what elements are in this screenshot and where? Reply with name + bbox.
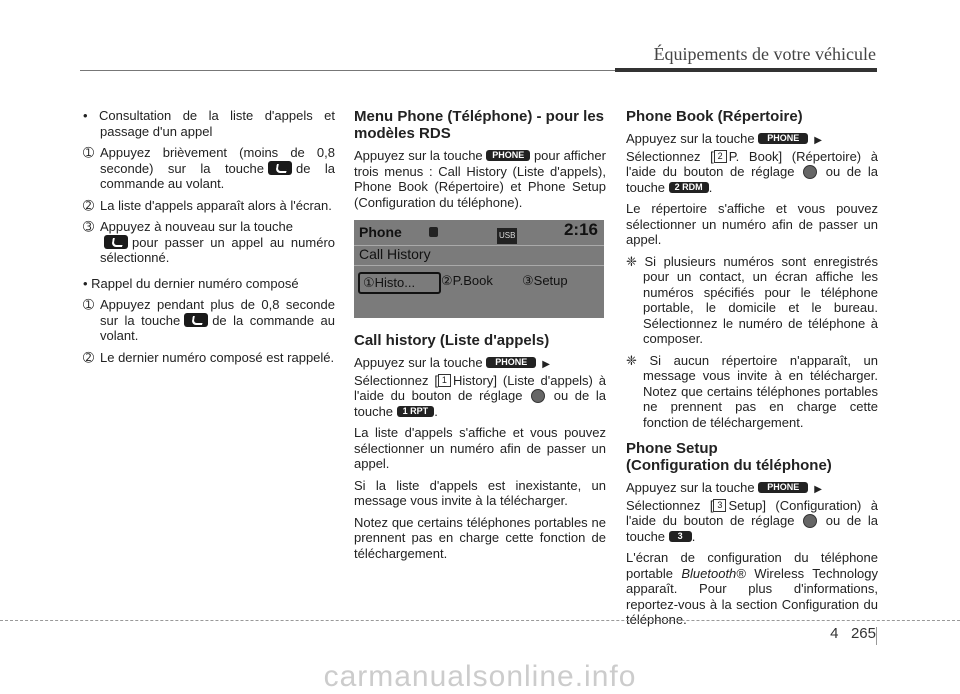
screen-title: Phone (359, 224, 402, 240)
call-history-p4: Si la liste d'appels est inexistante, un message vous invite à la télécharger. (354, 477, 606, 509)
step-number: ➀ (83, 297, 94, 313)
step-2a (83, 297, 335, 344)
phone-setup-steps: Appuyez sur la touche PHONE ▶ Sélectionnez [ 3 Setup] (Configuration) à l'aide du bouton de réglage ou de la touche 3 . (626, 480, 878, 544)
heading-line: (Configuration du téléphone) (626, 457, 832, 475)
header-rule (615, 68, 877, 72)
call-button-icon (104, 235, 128, 249)
step-text: de la commande au volant. (100, 312, 335, 344)
arrow-icon: ▶ (542, 359, 550, 370)
key-3-button-icon: 3 (669, 531, 692, 542)
heading-line: Phone Setup (626, 440, 718, 458)
step-text: Appuyez brièvement (moins de 0,8 seconde) sur la touche (100, 145, 335, 176)
text: Wireless Technology apparaît. Pour plus d'informations, reportez-vous à la section Configuration du téléphone. (626, 565, 878, 628)
text: Sélectionnez [ (626, 497, 714, 513)
text: Appuyez sur la touche (626, 480, 755, 496)
phone-button-icon: PHONE (486, 150, 530, 161)
header-title: Équipements de votre véhicule (653, 44, 876, 64)
step-number: ➁ (83, 197, 94, 213)
screen-menu-setup: ③Setup (522, 273, 568, 288)
tune-knob-icon (803, 514, 817, 528)
phone-book-p2: Le répertoire s'affiche et vous pouvez sélectionner un numéro afin de passer un appel. (626, 201, 878, 248)
text: pour afficher trois menus : Call History (Liste d'appels), Phone Book (Répertoire) et Phone Setup (Configuration du téléphone). (354, 148, 606, 210)
step-1c (83, 219, 335, 266)
page-number-divider (876, 627, 877, 645)
screen-menu-history: ①Histo... (358, 272, 441, 294)
display-screenshot (354, 220, 604, 318)
section-heading-phone-menu: Menu Phone (Téléphone) - pour les modèles RDS (354, 108, 605, 142)
text: Appuyez sur la touche (354, 148, 483, 163)
text: Sélectionnez [ (626, 148, 714, 164)
step-number: ➂ (83, 219, 94, 235)
call-history-p3: La liste d'appels s'affiche et vous pouvez sélectionner un numéro afin de passer un appel. (354, 425, 606, 472)
screen-clock: 2:16 (563, 220, 598, 239)
chapter-number: 4 (830, 625, 839, 642)
number-3-icon: 3 (713, 499, 726, 512)
footer-rule (0, 620, 960, 622)
column-3 (626, 108, 878, 634)
phone-book-steps: Appuyez sur la touche PHONE ▶ Sélectionnez [ 2 P. Book] (Répertoire) à l'aide du bouton de réglage ou de la touche 2 RDM . (626, 131, 878, 195)
text: ou de la touche (626, 513, 878, 544)
screen-divider (354, 265, 604, 266)
tune-knob-icon (803, 165, 817, 179)
phone-book-note-1: ❈ Si plusieurs numéros sont enregistrés pour un contact, un écran affiche les numéros spécifiés pour le téléphone portable, le domicile et le bureau. Sélectionnez le numéro de téléphone à composer. (626, 253, 878, 347)
step-2b (83, 350, 335, 366)
section-heading-call-history: Call history (Liste d'appels) (354, 332, 550, 349)
number-1-icon: 1 (438, 374, 451, 387)
phone-menu-paragraph (354, 148, 606, 210)
phone-button-icon: PHONE (486, 357, 536, 368)
page-number-value: 265 (850, 625, 876, 642)
step-text: pour passer un appel au numéro sélectionné. (100, 234, 335, 266)
column-2 (354, 108, 606, 567)
text: ou de la touche (626, 164, 878, 195)
phone-setup-p4 (626, 550, 878, 628)
call-button-icon (268, 161, 292, 175)
rpt-button-icon: 1 RPT (397, 406, 435, 417)
bullet-redial: • Rappel du dernier numéro composé (83, 275, 299, 291)
arrow-icon: ▶ (814, 484, 822, 496)
step-text: Appuyez pendant plus de 0,8 seconde sur la touche (100, 297, 335, 328)
screen-subtitle: Call History (359, 246, 431, 262)
watermark: carmanualsonline.info (323, 660, 637, 693)
text: Appuyez sur la touche (354, 355, 483, 370)
text: ou de la touche (354, 388, 606, 419)
phone-button-icon: PHONE (758, 482, 808, 493)
call-history-p5: Notez que certains téléphones portables ne prennent pas en charge cette fonction de téléchargement. (354, 514, 606, 561)
header-rule-thin (80, 70, 615, 71)
phone-book-note-2: ❈ Si aucun répertoire n'apparaît, un message vous invite à en télécharger. Notez que certains téléphones portables ne prennent pas en charge cette fonction de téléchargement. (626, 352, 878, 430)
bluetooth-icon (429, 227, 438, 237)
bullet-call-history: • Consultation de la liste d'appels et passage d'un appel (83, 108, 335, 139)
phone-button-icon: PHONE (758, 133, 808, 144)
page-number (830, 625, 876, 642)
text: Sélectionnez [ (354, 372, 438, 388)
step-number: ➁ (83, 349, 94, 365)
usb-icon: USB (497, 228, 517, 244)
text: Appuyez sur la touche (626, 131, 755, 146)
column-1 (83, 108, 335, 371)
text: History] (Liste d'appels) à l'aide du bouton de réglage (354, 372, 606, 403)
section-heading-phone-book: Phone Book (Répertoire) (626, 108, 803, 125)
step-number: ➀ (83, 145, 94, 160)
bluetooth-trademark: Bluetooth® (681, 565, 746, 581)
call-history-steps: Appuyez sur la touche PHONE ▶ Sélectionnez [ 1 History] (Liste d'appels) à l'aide du bouton de réglage ou de la touche 1 RPT . (354, 355, 606, 419)
rdm-button-icon: 2 RDM (669, 182, 709, 193)
screen-menu-phonebook: ②P.Book (441, 273, 493, 288)
step-text: La liste d'appels apparaît alors à l'écran. (100, 197, 332, 213)
step-text: Appuyez à nouveau sur la touche (100, 219, 293, 235)
arrow-icon: ▶ (814, 135, 822, 146)
text: L'écran de configuration du téléphone portable (626, 550, 878, 581)
step-text: Le dernier numéro composé est rappelé. (100, 349, 335, 365)
call-button-icon (184, 313, 208, 327)
step-1a (83, 145, 335, 192)
text: P. Book] (Répertoire) à l'aide du bouton de réglage (626, 148, 878, 179)
section-heading-phone-setup (626, 440, 878, 474)
step-text: de la commande au volant. (100, 160, 335, 192)
text: Setup] (Configuration) à l'aide du bouton de réglage (626, 497, 878, 529)
tune-knob-icon (531, 389, 545, 403)
number-2-icon: 2 (714, 150, 727, 163)
step-1b (83, 198, 335, 214)
